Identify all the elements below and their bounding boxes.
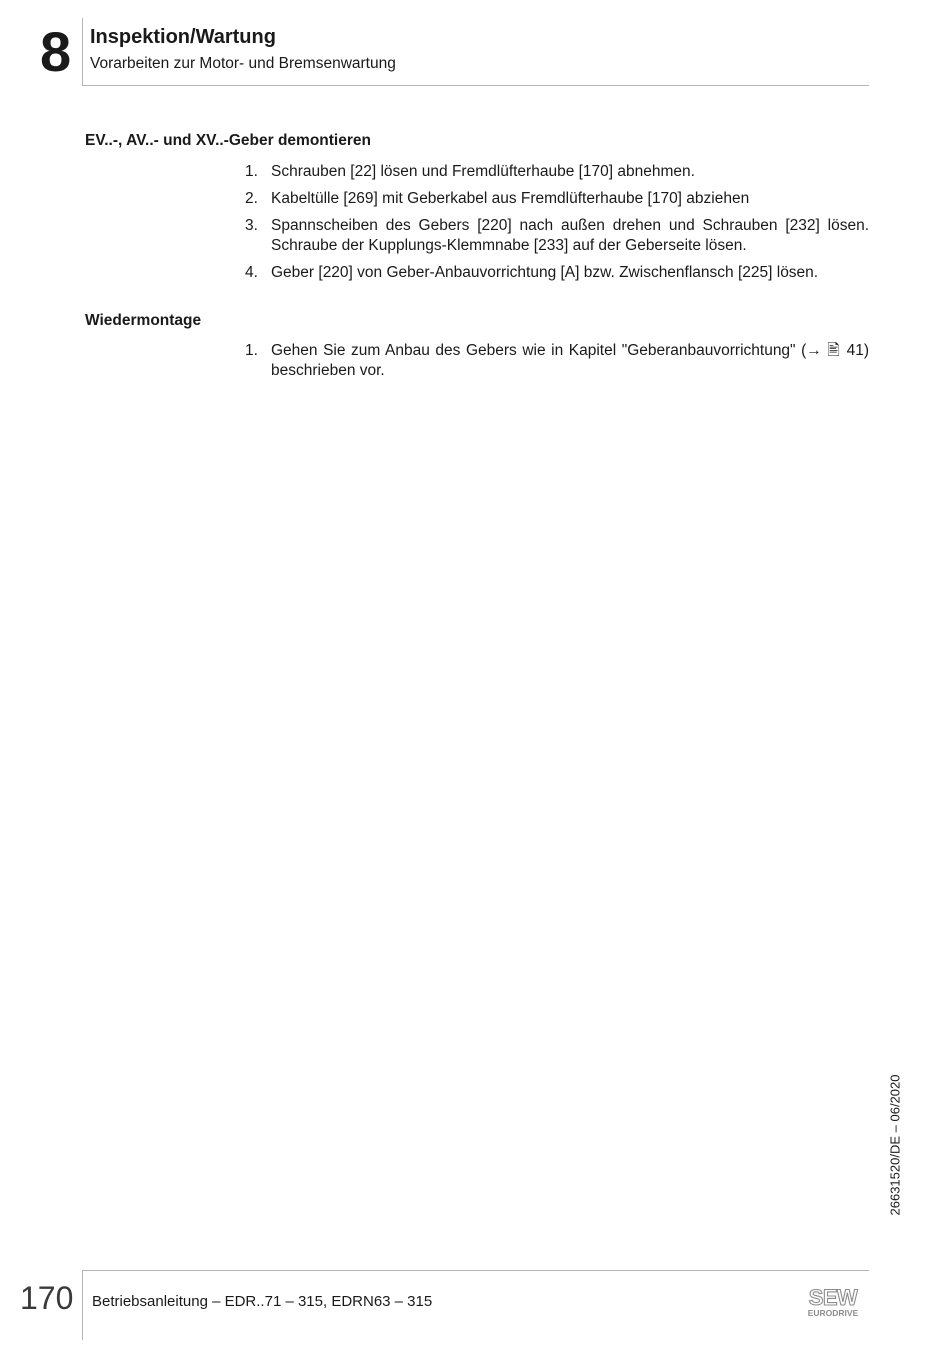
- step-number: 1.: [245, 342, 258, 359]
- step-item: [243, 189, 869, 209]
- disassembly-steps: [243, 162, 869, 290]
- step-text: Kabeltülle [269] mit Geberkabel aus Fremdlüfterhaube [170] abziehen: [271, 190, 750, 207]
- document-code: 26631520/DE – 06/2020: [887, 1074, 903, 1216]
- step-item: [243, 263, 869, 283]
- reassembly-steps: [243, 341, 869, 388]
- sew-eurodrive-logo: [797, 1284, 869, 1320]
- section-heading-reassembly: Wiedermontage: [85, 312, 202, 329]
- document-title: Betriebsanleitung – EDR..71 – 315, EDRN63 – 315: [92, 1293, 433, 1310]
- page-number: 170: [20, 1280, 74, 1316]
- chapter-title: Inspektion/Wartung: [90, 26, 276, 48]
- step-number: 1.: [245, 163, 258, 180]
- step-text: Geber [220] von Geber-Anbauvorrichtung [A] bzw. Zwischenflansch [225] lösen.: [271, 264, 819, 281]
- step-item: [243, 341, 869, 381]
- chapter-number: 8: [40, 20, 72, 83]
- chapter-subtitle: Vorarbeiten zur Motor- und Bremsenwartung: [90, 55, 396, 72]
- footer-divider-vertical: [82, 1270, 83, 1340]
- step-number: 4.: [245, 264, 258, 281]
- step-text: Spannscheiben des Gebers [220] nach außen drehen und Schrauben [232] lösen. Schraube der Kupplungs-Klemmnabe [233] auf der Geberseite lösen.: [271, 217, 869, 254]
- step-text: Schrauben [22] lösen und Fremdlüfterhaube [170] abnehmen.: [271, 163, 695, 180]
- step-item: [243, 216, 869, 256]
- step-text: Gehen Sie zum Anbau des Gebers wie in Kapitel "Geberanbauvorrichtung" (→ 🖹 41) beschrieben vor.: [271, 342, 869, 379]
- footer-divider-horizontal: [82, 1270, 869, 1271]
- step-number: 3.: [245, 217, 258, 234]
- logo-wordmark-top: SEW: [808, 1285, 858, 1310]
- section-heading-disassembly: EV..-, AV..- und XV..-Geber demontieren: [85, 132, 371, 149]
- step-number: 2.: [245, 190, 258, 207]
- header-divider-vertical: [82, 18, 83, 86]
- header-divider-horizontal: [82, 85, 869, 86]
- logo-wordmark-bottom: EURODRIVE: [807, 1308, 859, 1318]
- step-item: [243, 162, 869, 182]
